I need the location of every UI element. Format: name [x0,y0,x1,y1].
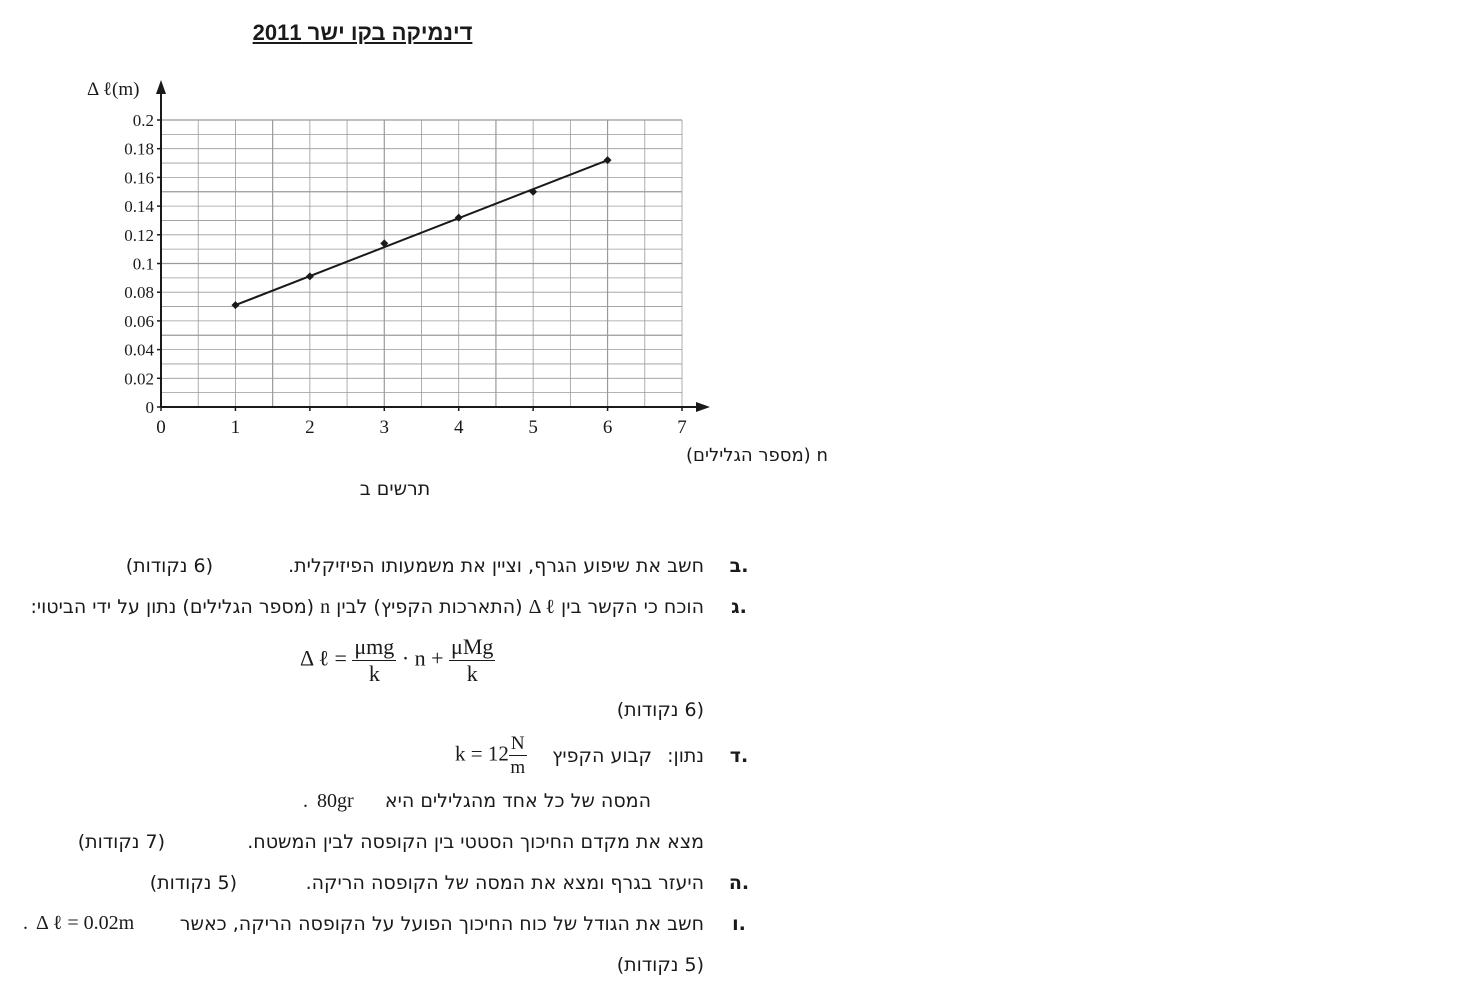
page-title: דינמיקה בקו ישר 2011 [252,20,473,45]
question-v-points: (5 נקודות) [616,954,704,976]
x-tick-label: 1 [230,417,241,438]
y-tick-label: 0.14 [124,197,154,217]
mass-dot: . [303,790,308,812]
n-symbol: n [320,596,331,618]
x-tick-label: 2 [305,417,315,438]
formula [300,636,495,685]
frac2-den: k [466,661,478,686]
data-point [231,301,239,309]
frac1-num: μmg [354,634,395,659]
chart-ticks [124,111,687,438]
fraction-mu-Mg-k [449,636,495,685]
question-h-text: היעזר בגרף ומצא את המסה של הקופסה הריקה. [305,872,704,894]
question-g-mid: (התארכות הקפיץ) לבין [336,596,523,618]
y-tick-label: 0.12 [124,225,154,245]
question-d-find: מצא את מקדם החיכוך הסטטי בין הקופסה לבין המשטח. [247,831,704,853]
y-tick-label: 0.1 [132,254,154,274]
delta-l-symbol: Δ ℓ [528,596,555,618]
x-tick-label: 3 [379,417,390,438]
x-tick-label: 7 [677,417,687,438]
given-label: נתון: [667,745,704,767]
fraction-mu-mg-k [352,636,396,685]
unit-fraction [509,734,527,777]
question-d-points: (7 נקודות) [77,831,165,853]
spring-constant-label: קבוע הקפיץ [552,745,652,767]
chart-axes [156,80,710,412]
frac2-num: μMg [451,634,494,659]
x-tick-label: 4 [453,417,464,438]
label-g: ג. [731,596,747,618]
x-tick-label: 6 [602,417,613,438]
x-tick-label: 5 [528,417,538,438]
question-b-text: חשב את שיפוע הגרף, וציין את משמעותו הפיזיקלית. [288,555,704,577]
y-tick-label: 0.06 [124,311,154,331]
y-tick-label: 0.04 [124,340,154,360]
x-axis-arrow-icon [696,402,710,412]
k-lhs: k = 12 [455,741,509,766]
y-axis-arrow-icon [156,80,166,94]
label-h: ה. [728,872,750,894]
question-g-line [30,596,704,619]
question-g-post: (מספר הגלילים) נתון על ידי הביטוי: [30,596,315,618]
x-axis-label: n (מספר הגלילים) [686,445,828,466]
frac1-den: k [368,661,380,686]
chart-grid [161,120,682,407]
k-value [455,734,527,777]
y-tick-label: 0.08 [124,283,154,303]
formula-lhs: Δ ℓ = [300,645,347,671]
question-h-points: (5 נקודות) [149,872,237,894]
question-v-expr: Δ ℓ = 0.02m [36,912,135,934]
formula-op: · n + [401,645,444,671]
y-tick-label: 0.16 [124,168,154,188]
x-tick-label: 0 [156,417,166,438]
label-d: ד. [729,745,749,767]
unit-den: m [510,757,526,778]
mass-text: המסה של כל אחד מהגלילים היא [384,790,651,812]
mass-value: 80gr [317,790,354,812]
y-tick-label: 0.18 [124,139,154,159]
question-b-points: (6 נקודות) [125,555,213,577]
question-g-points: (6 נקודות) [616,699,704,721]
label-v: ו. [732,913,746,935]
question-v-dot: . [23,912,28,934]
chart-caption: תרשים ב [359,478,431,500]
y-axis-label: Δ ℓ(m) [87,79,140,100]
label-b: ב. [729,555,749,577]
question-g-pre: הוכח כי הקשר בין [561,596,704,618]
y-tick-label: 0.2 [132,111,154,130]
data-point [306,272,314,280]
unit-num: N [510,733,525,754]
question-v-text: חשב את הגודל של כוח החיכוך הפועל על הקופסה הריקה, כאשר [179,913,704,935]
y-tick-label: 0 [145,398,154,417]
y-tick-label: 0.02 [124,369,154,389]
graph [0,0,828,510]
